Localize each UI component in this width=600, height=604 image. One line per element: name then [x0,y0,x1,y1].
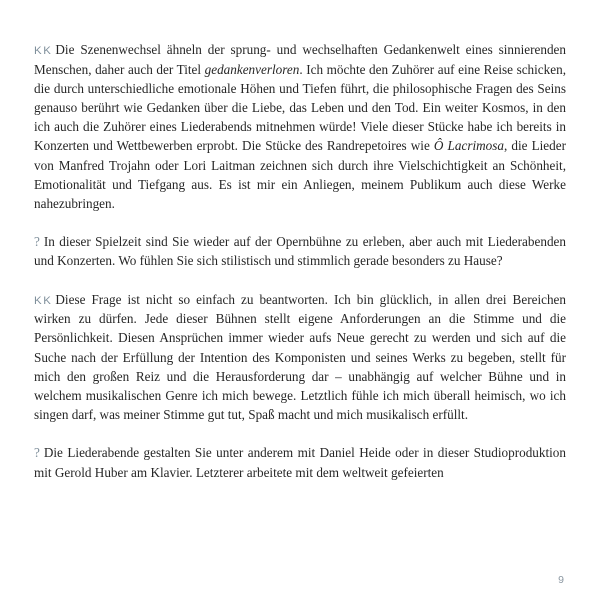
interview-block [34,443,566,481]
paragraph-text: In dieser Spielzeit sind Sie wieder auf der Opernbühne zu erleben, aber auch mit Liederabenden und Konzerten. Wo fühlen Sie sich stilistisch und stimmlich gerade besonders zu Hause? [34,234,566,269]
paragraph-question-1 [34,232,566,270]
interview-block [34,232,566,270]
interview-block [34,40,566,213]
text-run: , die Lieder von Manfred Trojahn oder Lori Laitman zeichnen sich durch ihre Vielschichtigkeit an Schönheit, Emotionalität und Tiefgang aus. Es ist mir ein Anliegen, meinem Publikum auch diese Werke nahezubringen. [34,138,566,212]
paragraph-text [34,42,566,211]
text-run: . Ich möchte den Zuhörer auf eine Reise schicken, die durch unterschiedliche emotionale Höhen und Tiefen führt, die philosophische Fragen des Seins genauso berührt wie Gedanken über die Liebe, das Leben und den Tod. Ein weiter Kosmos, in den ich auch die Zuhörer eines Liederabends mitnehmen würde! Viele dieser Stücke habe ich bereits in Konzerten und Wettbewerben erprobt. Die Stücke des Randrepetoires wie [34,61,566,154]
paragraph-question-2 [34,443,566,481]
speaker-initials: KK [34,45,53,57]
interview-block [34,290,566,425]
paragraph-text: Diese Frage ist nicht so einfach zu beantworten. Ich bin glücklich, in allen drei Bereichen wirken zu dürfen. Jede dieser Bühnen stellt eigene Anforderungen an die Stimme und die Persönlichkeit. Diesen Ansprüchen immer wieder aufs Neue gerecht zu werden und sich auf die Suche nach der Erfüllung der Intention des Komponisten und seines Werks zu begeben, stellt für mich den großen Reiz und die Herausforderung dar – unabhängig auf welcher Bühne und in welchem musikalischen Genre ich mich bewege. Letztlich fühle ich mich überall heimisch, wo ich singen darf, was meiner Stimme gut tut, Spaß macht und mich musikalisch erfüllt. [34,291,566,423]
speaker-initials: KK [34,294,53,307]
work-title-gedankenverloren: gedankenverloren [204,61,300,77]
question-marker: ? [34,234,40,250]
question-marker: ? [34,445,40,461]
paragraph-answer-2 [34,290,566,425]
work-title-o-lacrimosa: Ô Lacrimosa [433,138,504,154]
paragraph-text: Die Liederabende gestalten Sie unter anderem mit Daniel Heide oder in dieser Studioproduktion mit Gerold Huber am Klavier. Letzterer arbeitete mit dem weltweit gefeierten [34,445,566,480]
paragraph-answer-1 [34,40,566,213]
text-run: Die Szenenwechsel ähneln der sprung- und wechselhaften Gedankenwelt eines sinnierenden Menschen, daher auch der Titel [34,42,566,77]
page-number: 9 [558,574,564,586]
